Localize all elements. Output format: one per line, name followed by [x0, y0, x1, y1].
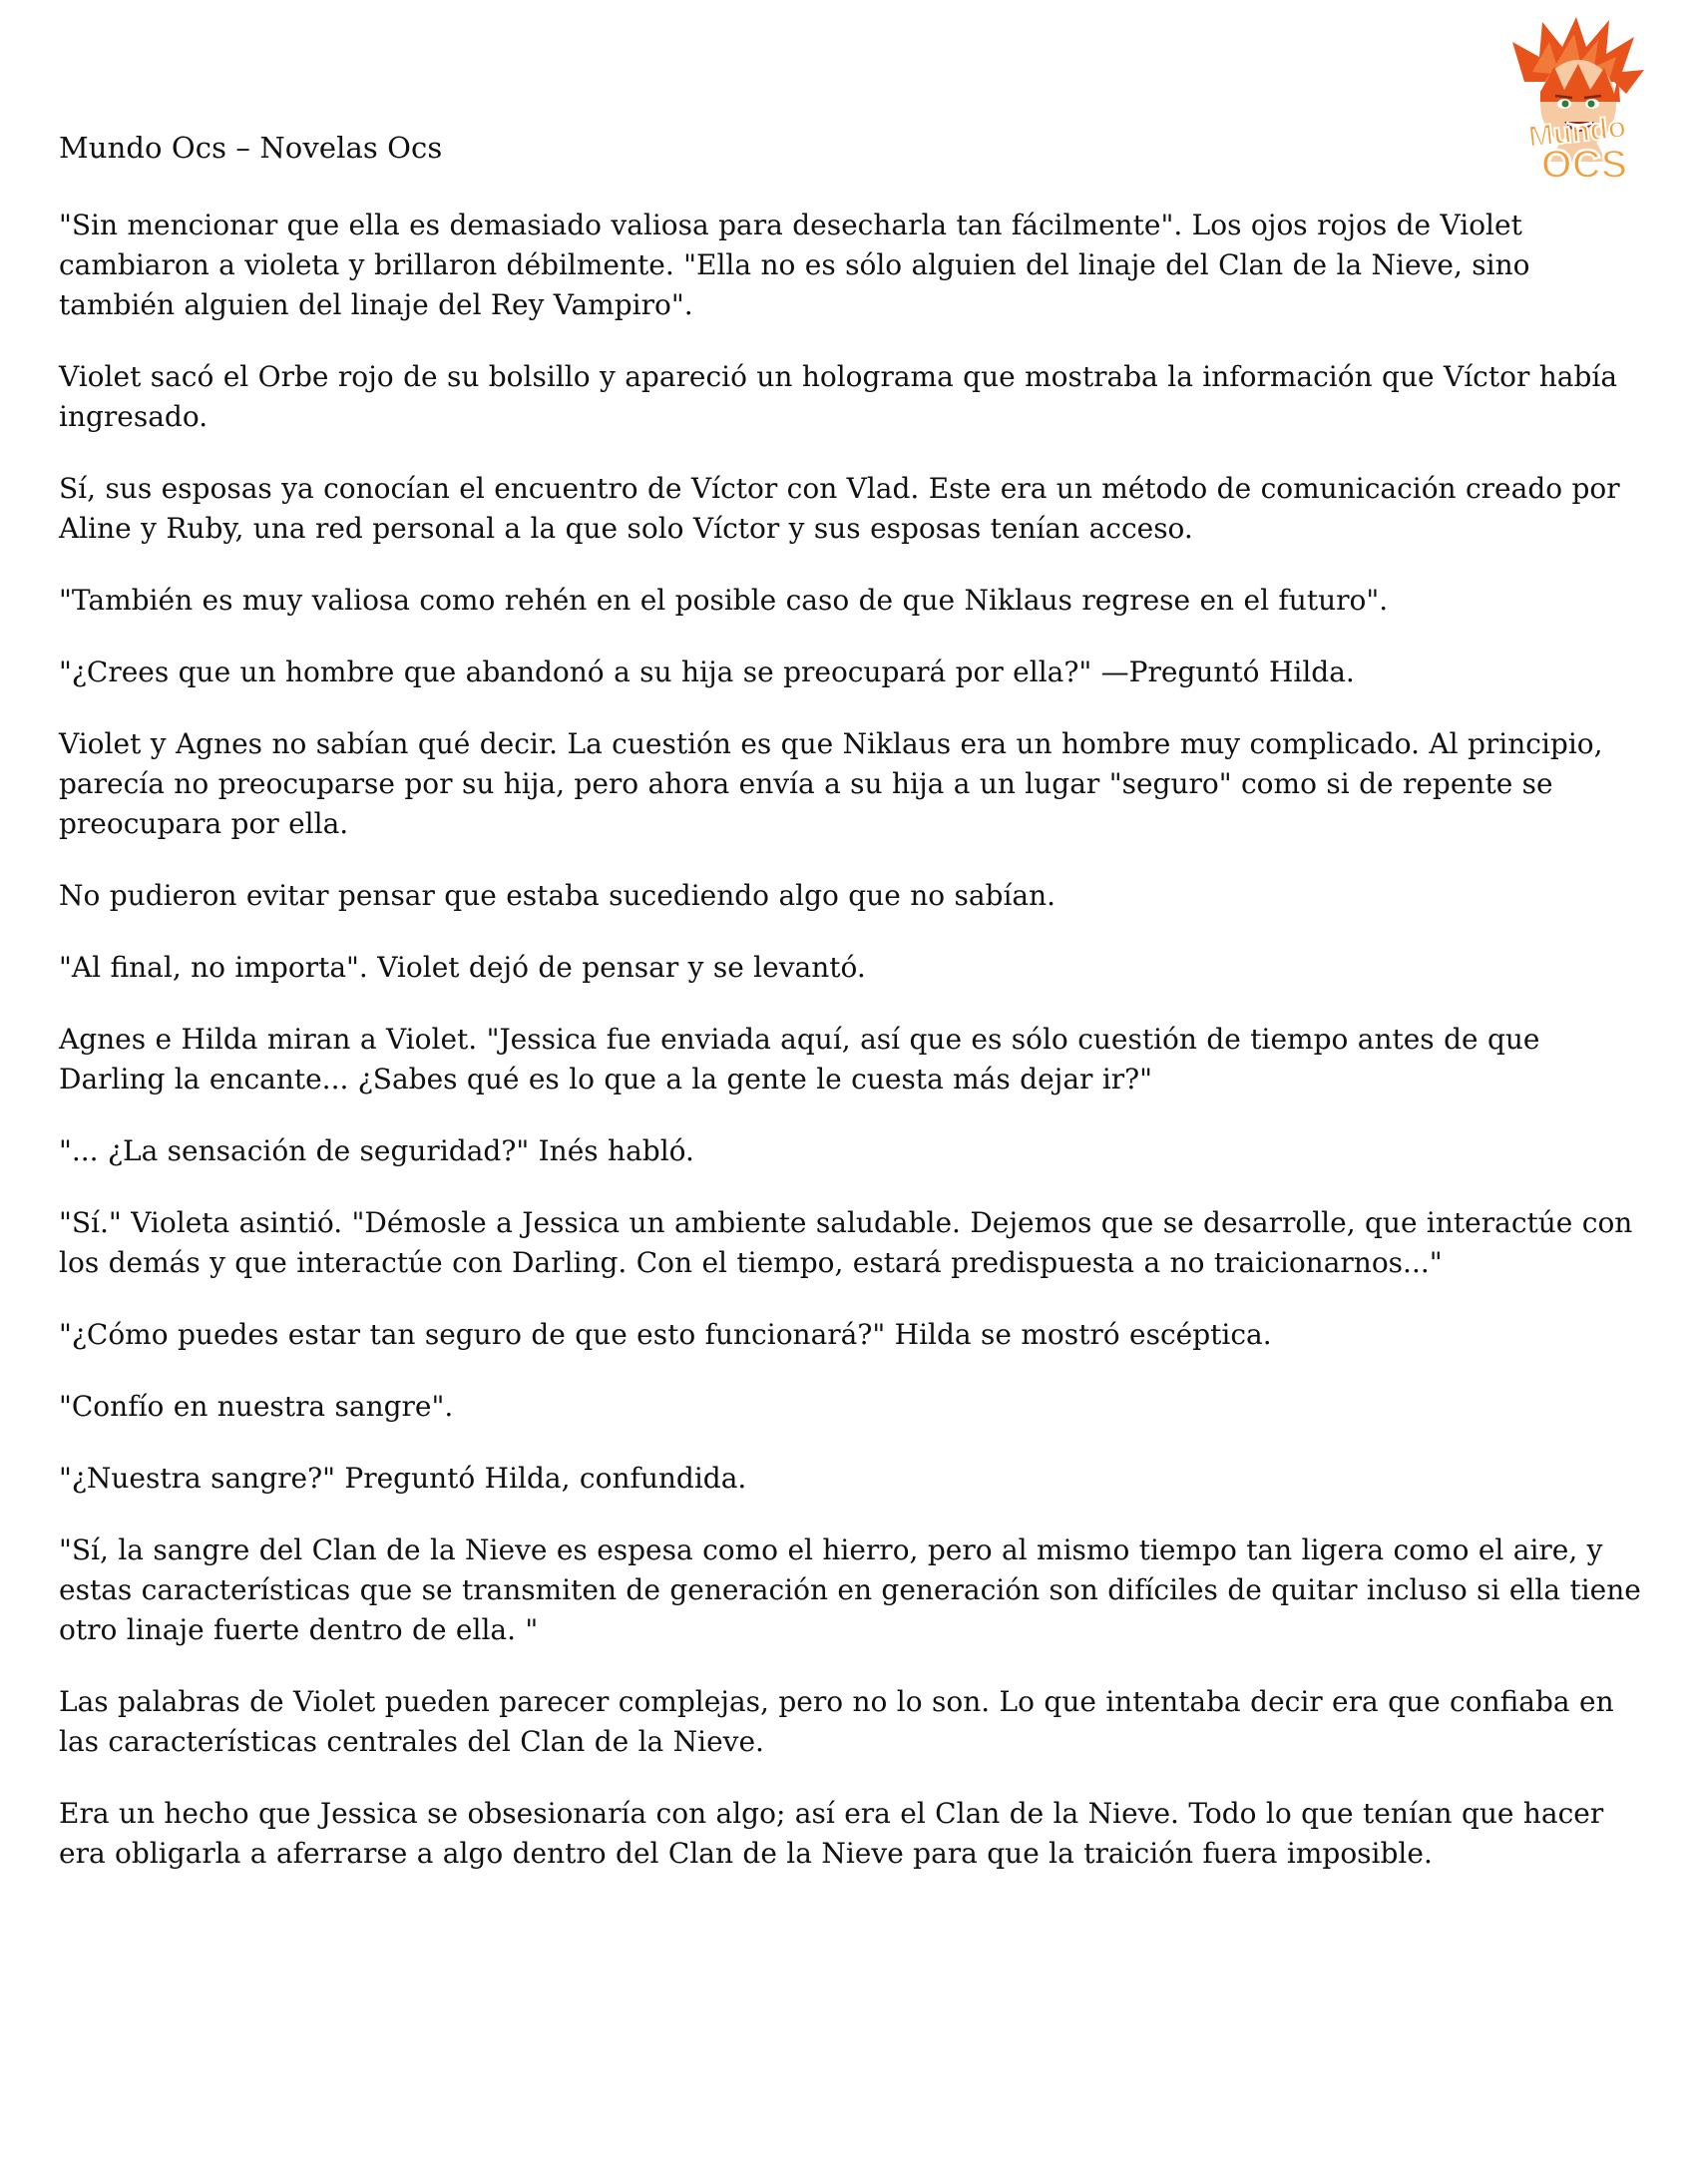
paragraph: Sí, sus esposas ya conocían el encuentro de Víctor con Vlad. Este era un método de comunicación creado por Aline y Ruby, una red personal a la que solo Víctor y sus esposas tenían acceso.: [59, 472, 1620, 545]
mundo-ocs-logo: [1494, 12, 1662, 184]
svg-text:Mundo: Mundo: [1526, 111, 1628, 155]
paragraph: "Sí." Violeta asintió. "Démosle a Jessica un ambiente saludable. Dejemos que se desarrolle, que interactúe con los demás y que interactúe con Darling. Con el tiempo, estará predispuesta a no traicionarnos...": [59, 1206, 1633, 1279]
paragraph: "Sin mencionar que ella es demasiado valiosa para desecharla tan fácilmente". Los ojos rojos de Violet cambiaron a violeta y brillaron débilmente. "Ella no es sólo alguien del linaje del Clan de la Nieve, sino también alguien del linaje del Rey Vampiro".: [59, 209, 1530, 321]
svg-text:OCS: OCS: [1540, 143, 1628, 184]
logo-graphic: [1494, 12, 1662, 184]
paragraph: Violet sacó el Orbe rojo de su bolsillo y apareció un holograma que mostraba la información que Víctor había ingresado.: [59, 360, 1618, 433]
paragraph: "¿Nuestra sangre?" Preguntó Hilda, confundida.: [59, 1462, 747, 1495]
paragraph: "¿Crees que un hombre que abandonó a su hija se preocupará por ella?" —Preguntó Hilda.: [59, 655, 1355, 688]
document-body: [59, 206, 1645, 1906]
page-header: Mundo Ocs – Novelas Ocs: [59, 131, 443, 165]
paragraph: Violet y Agnes no sabían qué decir. La cuestión es que Niklaus era un hombre muy complicado. Al principio, parecía no preocuparse por su hija, pero ahora envía a su hija a un lugar "seguro" como si de repente se preocupara por ella.: [59, 727, 1603, 840]
paragraph: "Sí, la sangre del Clan de la Nieve es espesa como el hierro, pero al mismo tiempo tan ligera como el aire, y estas características que se transmiten de generación en generación son difíciles de quitar incluso si ella tiene otro linaje fuerte dentro de ella. ": [59, 1533, 1641, 1646]
paragraph: Las palabras de Violet pueden parecer complejas, pero no lo son. Lo que intentaba decir era que confiaba en las características centrales del Clan de la Nieve.: [59, 1685, 1614, 1758]
paragraph: Agnes e Hilda miran a Violet. "Jessica fue enviada aquí, así que es sólo cuestión de tiempo antes de que Darling la encante... ¿Sabes qué es lo que a la gente le cuesta más dejar ir?": [59, 1023, 1540, 1095]
paragraph: Era un hecho que Jessica se obsesionaría con algo; así era el Clan de la Nieve. Todo lo que tenían que hacer era obligarla a aferrarse a algo dentro del Clan de la Nieve para que la traición fuera imposible.: [59, 1797, 1604, 1870]
paragraph: "¿Cómo puedes estar tan seguro de que esto funcionará?" Hilda se mostró escéptica.: [59, 1318, 1272, 1351]
paragraph: "También es muy valiosa como rehén en el posible caso de que Niklaus regrese en el futuro".: [59, 584, 1389, 617]
paragraph: "... ¿La sensación de seguridad?" Inés habló.: [59, 1134, 694, 1167]
paragraph: No pudieron evitar pensar que estaba sucediendo algo que no sabían.: [59, 879, 1056, 912]
paragraph: "Al final, no importa". Violet dejó de pensar y se levantó.: [59, 951, 866, 984]
paragraph: "Confío en nuestra sangre".: [59, 1390, 454, 1423]
